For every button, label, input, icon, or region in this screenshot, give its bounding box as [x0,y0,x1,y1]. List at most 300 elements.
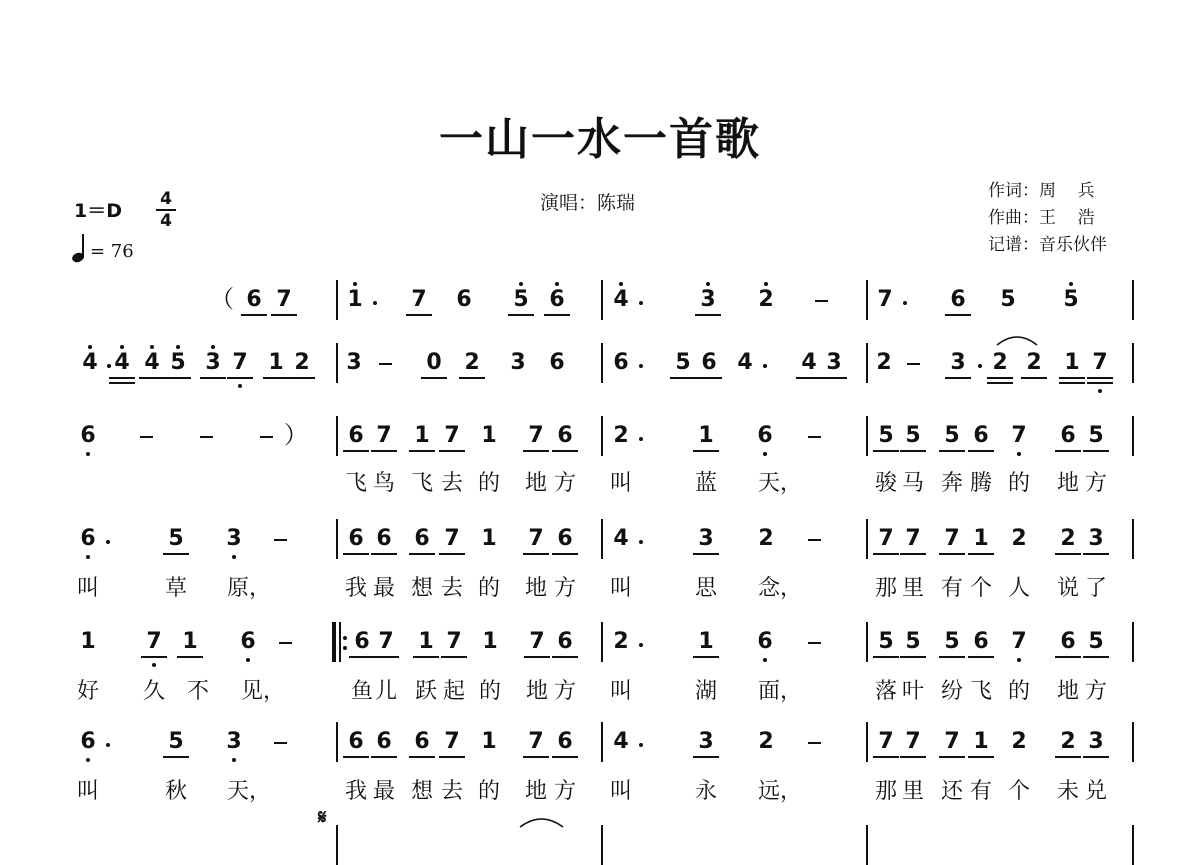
bar-line [336,416,338,456]
lyric-syllable: 面， [758,679,803,704]
beam-underline [1055,656,1081,658]
note-number [342,351,366,375]
beam-underline [163,553,189,555]
lyric-syllable: 天， [758,471,803,496]
beam-underline [441,656,467,658]
song-title: 一山一水一首歌 [439,114,761,165]
note-number [478,630,502,654]
note-number [609,288,633,312]
note-number [142,630,166,654]
beam-underline [227,377,253,379]
note-digit: 3 [226,729,242,754]
augmentation-dot [106,540,110,544]
beam-underline [139,377,165,379]
note-digit: 5 [1088,629,1104,654]
note-digit: 6 [973,629,989,654]
quarter-note-icon [72,232,86,262]
bar-line [866,343,868,383]
augmentation-dot [106,743,110,747]
bar-line [336,519,338,559]
note-digit: 6 [549,287,565,312]
note-digit: 4 [114,350,130,375]
note-number [874,527,898,551]
beam-underline [873,656,899,658]
note-number [545,288,569,312]
beam-underline [987,382,1013,384]
note-number [969,730,993,754]
extension-dash [808,539,821,541]
note-number [940,730,964,754]
note-number [694,527,718,551]
segno-icon: 𝄋 [318,805,327,829]
note-number [524,424,548,448]
note-number [460,351,484,375]
beam-underline [523,553,549,555]
beam-underline [670,377,696,379]
note-number [1056,527,1080,551]
lyricist-credit: 作词：周 兵 [988,181,1095,201]
beam-underline [1083,450,1109,452]
bar-line [336,343,338,383]
lyric-syllable: 思 [694,576,717,601]
note-number [372,424,396,448]
slur-arc [518,815,565,829]
note-digit: 6 [557,629,573,654]
note-digit: 7 [232,350,248,375]
extension-dash [907,363,920,365]
note-digit: 2 [992,350,1008,375]
note-digit: 1 [414,423,430,448]
note-number [671,351,695,375]
beam-underline [439,756,465,758]
lyric-syllable: 方 [553,471,576,496]
note-digit: 1 [347,287,363,312]
beam-underline [289,377,315,379]
note-digit: 6 [80,729,96,754]
lyric-syllable: 有 [940,576,963,601]
note-number [166,351,190,375]
note-number [1007,730,1031,754]
low-octave-dot [152,663,156,667]
note-number [350,630,374,654]
high-octave-dot [211,345,215,349]
beam-underline [421,377,447,379]
note-number [76,424,100,448]
parenthesis: （ [210,285,234,313]
beam-underline [343,756,369,758]
note-number [946,288,970,312]
lyric-syllable: 叫 [76,576,99,601]
lyric-syllable: 儿 [374,679,397,704]
note-digit: 5 [878,423,894,448]
note-digit: 5 [878,629,894,654]
note-number [525,630,549,654]
lyric-syllable: 纷 [940,679,963,704]
beam-underline [693,450,719,452]
beam-underline [439,450,465,452]
note-digit: 5 [168,729,184,754]
note-number [76,730,100,754]
bar-line [866,416,868,456]
note-digit: 6 [557,423,573,448]
note-number [901,424,925,448]
lyric-syllable: 地 [524,471,547,496]
note-digit: 4 [737,350,753,375]
note-number [553,527,577,551]
note-digit: 1 [268,350,284,375]
note-number [178,630,202,654]
credits-block [988,178,1107,259]
beam-underline [968,553,994,555]
beam-underline [968,450,994,452]
note-number [874,424,898,448]
note-digit: 2 [1060,729,1076,754]
beam-underline [349,656,375,658]
note-number [733,351,757,375]
high-octave-dot [353,282,357,286]
augmentation-dot [639,364,643,368]
note-number [609,730,633,754]
lyric-syllable: 叫 [609,471,632,496]
note-digit: 6 [246,287,262,312]
high-octave-dot [176,345,180,349]
note-digit: 5 [905,629,921,654]
note-digit: 5 [1000,287,1016,312]
lyric-syllable: 那 [874,576,897,601]
note-digit: 6 [557,526,573,551]
note-digit: 1 [973,729,989,754]
beam-underline [523,756,549,758]
note-digit: 6 [456,287,472,312]
note-number [940,424,964,448]
note-digit: 5 [1063,287,1079,312]
note-number [1084,527,1108,551]
note-digit: 6 [376,729,392,754]
high-octave-dot [150,345,154,349]
beam-underline [523,450,549,452]
beam-underline [900,553,926,555]
augmentation-dot [763,364,767,368]
note-number [414,630,438,654]
lyric-syllable: 的 [1007,679,1030,704]
lyric-syllable: 最 [372,779,395,804]
note-number [754,730,778,754]
note-number [344,424,368,448]
extension-dash [274,539,287,541]
augmentation-dot [639,743,643,747]
beam-underline [873,756,899,758]
note-digit: 6 [613,350,629,375]
note-number [988,351,1012,375]
lyric-syllable: 方 [553,779,576,804]
note-digit: 1 [481,526,497,551]
beam-underline [459,377,485,379]
parenthesis: ） [284,421,308,449]
repeat-dot [343,646,347,650]
note-number [754,527,778,551]
note-digit: 4 [613,287,629,312]
beam-underline [939,756,965,758]
augmentation-dot [639,437,643,441]
beam-underline [109,382,135,384]
note-digit: 6 [1060,629,1076,654]
transcriber-credit: 记谱：音乐伙伴 [988,235,1107,255]
note-digit: 1 [698,629,714,654]
beam-underline [508,314,534,316]
note-number [78,351,102,375]
lyric-syllable: 有 [969,779,992,804]
beam-underline [109,377,135,379]
note-digit: 6 [950,287,966,312]
high-octave-dot [1069,282,1073,286]
lyric-syllable: 我 [344,779,367,804]
note-digit: 4 [613,526,629,551]
beam-underline [1087,382,1113,384]
lyric-syllable: 奔 [940,471,963,496]
note-digit: 7 [878,729,894,754]
lyric-syllable: 骏 [874,471,897,496]
augmentation-dot [373,301,377,305]
beam-underline [552,656,578,658]
bar-line [1132,825,1134,865]
beam-underline [693,553,719,555]
lyric-syllable: 方 [1084,471,1107,496]
lyric-syllable: 个 [1007,779,1030,804]
note-digit: 3 [826,350,842,375]
note-digit: 5 [170,350,186,375]
note-number [1056,424,1080,448]
lyric-syllable: 我 [344,576,367,601]
lyric-syllable: 还 [940,779,963,804]
note-digit: 7 [877,287,893,312]
note-number [1007,630,1031,654]
note-number [696,288,720,312]
beam-underline [939,450,965,452]
note-number [264,351,288,375]
note-number [797,351,821,375]
note-digit: 5 [944,629,960,654]
note-number [440,730,464,754]
low-octave-dot [763,658,767,662]
lyric-syllable: 叫 [609,679,632,704]
low-octave-dot [1098,389,1102,393]
note-digit: 1 [973,526,989,551]
beam-underline [1055,756,1081,758]
high-octave-dot [120,345,124,349]
bar-line [1132,722,1134,762]
note-digit: 7 [444,526,460,551]
augmentation-dot [639,643,643,647]
note-number [754,288,778,312]
note-number [753,630,777,654]
beam-underline [939,656,965,658]
lyric-syllable: 方 [1084,679,1107,704]
high-octave-dot [519,282,523,286]
lyric-syllable: 叶 [901,679,924,704]
note-digit: 7 [905,729,921,754]
lyric-syllable: 念， [758,576,803,601]
beam-underline [371,450,397,452]
note-digit: 5 [1088,423,1104,448]
note-digit: 3 [1088,729,1104,754]
beam-underline [695,314,721,316]
note-number [1060,351,1084,375]
note-number [290,351,314,375]
bar-line [1132,416,1134,456]
note-digit: 7 [444,423,460,448]
beam-underline [165,377,191,379]
beam-underline [552,450,578,452]
note-digit: 7 [944,526,960,551]
note-digit: 6 [240,629,256,654]
tempo-value: = 76 [90,241,134,262]
beam-underline [163,756,189,758]
extension-dash [815,300,828,302]
low-octave-dot [232,555,236,559]
note-digit: 2 [758,526,774,551]
beam-underline [1021,377,1047,379]
repeat-dot [343,636,347,640]
low-octave-dot [246,658,250,662]
note-number [697,351,721,375]
repeat-start-barline [332,622,350,662]
beam-underline [409,553,435,555]
note-number [609,527,633,551]
beam-underline [263,377,289,379]
lyric-syllable: 地 [1056,679,1079,704]
low-octave-dot [238,384,242,388]
note-number [609,424,633,448]
note-digit: 5 [675,350,691,375]
augmentation-dot [903,301,907,305]
beam-underline [693,756,719,758]
extension-dash [140,436,153,438]
time-signature [156,190,176,230]
note-number [1056,630,1080,654]
note-number [545,351,569,375]
note-number [940,630,964,654]
note-digit: 3 [346,350,362,375]
note-number [969,527,993,551]
note-number [874,630,898,654]
beam-underline [1083,756,1109,758]
lyric-syllable: 个 [969,576,992,601]
beam-underline [945,314,971,316]
note-digit: 2 [876,350,892,375]
bar-line [1132,622,1134,662]
lyric-syllable: 的 [477,576,500,601]
lyric-syllable: 的 [478,679,501,704]
note-number [872,351,896,375]
lyric-syllable: 里 [901,779,924,804]
lyric-syllable: 飞 [344,471,367,496]
note-number [506,351,530,375]
lyric-syllable: 叫 [609,779,632,804]
high-octave-dot [706,282,710,286]
bar-line [866,722,868,762]
extension-dash [808,742,821,744]
note-number [524,527,548,551]
beam-underline [371,756,397,758]
beam-underline [696,377,722,379]
lyric-syllable: 最 [372,576,395,601]
note-number [901,527,925,551]
note-digit: 6 [376,526,392,551]
lyric-syllable: 起 [442,679,465,704]
note-number [407,288,431,312]
note-digit: 7 [378,629,394,654]
note-number [1084,630,1108,654]
tempo-marking [72,232,134,262]
note-digit: 7 [878,526,894,551]
note-digit: 2 [1011,729,1027,754]
bar-line [336,825,338,865]
note-digit: 1 [1064,350,1080,375]
note-number [1084,730,1108,754]
note-digit: 6 [80,423,96,448]
note-number [110,351,134,375]
repeat-bar-stroke [339,622,341,662]
lyric-syllable: 想 [410,576,433,601]
note-digit: 6 [80,526,96,551]
note-number [694,424,718,448]
bar-line [336,722,338,762]
note-digit: 3 [1088,526,1104,551]
note-digit: 7 [446,629,462,654]
note-digit: 1 [481,729,497,754]
lyric-syllable: 去 [440,471,463,496]
note-number [76,527,100,551]
slur-arc [995,333,1039,347]
note-digit: 3 [205,350,221,375]
bar-line [866,622,868,662]
note-digit: 6 [757,423,773,448]
lyric-syllable: 的 [1007,471,1030,496]
extension-dash [279,642,292,644]
lyric-syllable: 地 [524,779,547,804]
low-octave-dot [1017,452,1021,456]
note-number [1059,288,1083,312]
note-number [222,527,246,551]
note-number [410,730,434,754]
note-number [694,730,718,754]
note-digit: 6 [354,629,370,654]
beam-underline [200,377,226,379]
note-digit: 3 [510,350,526,375]
beam-underline [873,450,899,452]
note-number [222,730,246,754]
beam-underline [343,553,369,555]
repeat-bar-stroke [332,622,336,662]
lyric-syllable: 地 [1056,471,1079,496]
beam-underline [1059,377,1085,379]
lyric-syllable: 的 [477,779,500,804]
beam-underline [1083,656,1109,658]
note-digit: 7 [528,423,544,448]
beam-underline [945,377,971,379]
note-digit: 2 [1026,350,1042,375]
note-digit: 1 [482,629,498,654]
note-number [940,527,964,551]
beam-underline [552,553,578,555]
bar-line [601,343,603,383]
beam-underline [343,450,369,452]
lyric-syllable: 腾 [969,471,992,496]
beam-underline [693,656,719,658]
note-digit: 7 [376,423,392,448]
beam-underline [1055,450,1081,452]
note-digit: 3 [698,729,714,754]
